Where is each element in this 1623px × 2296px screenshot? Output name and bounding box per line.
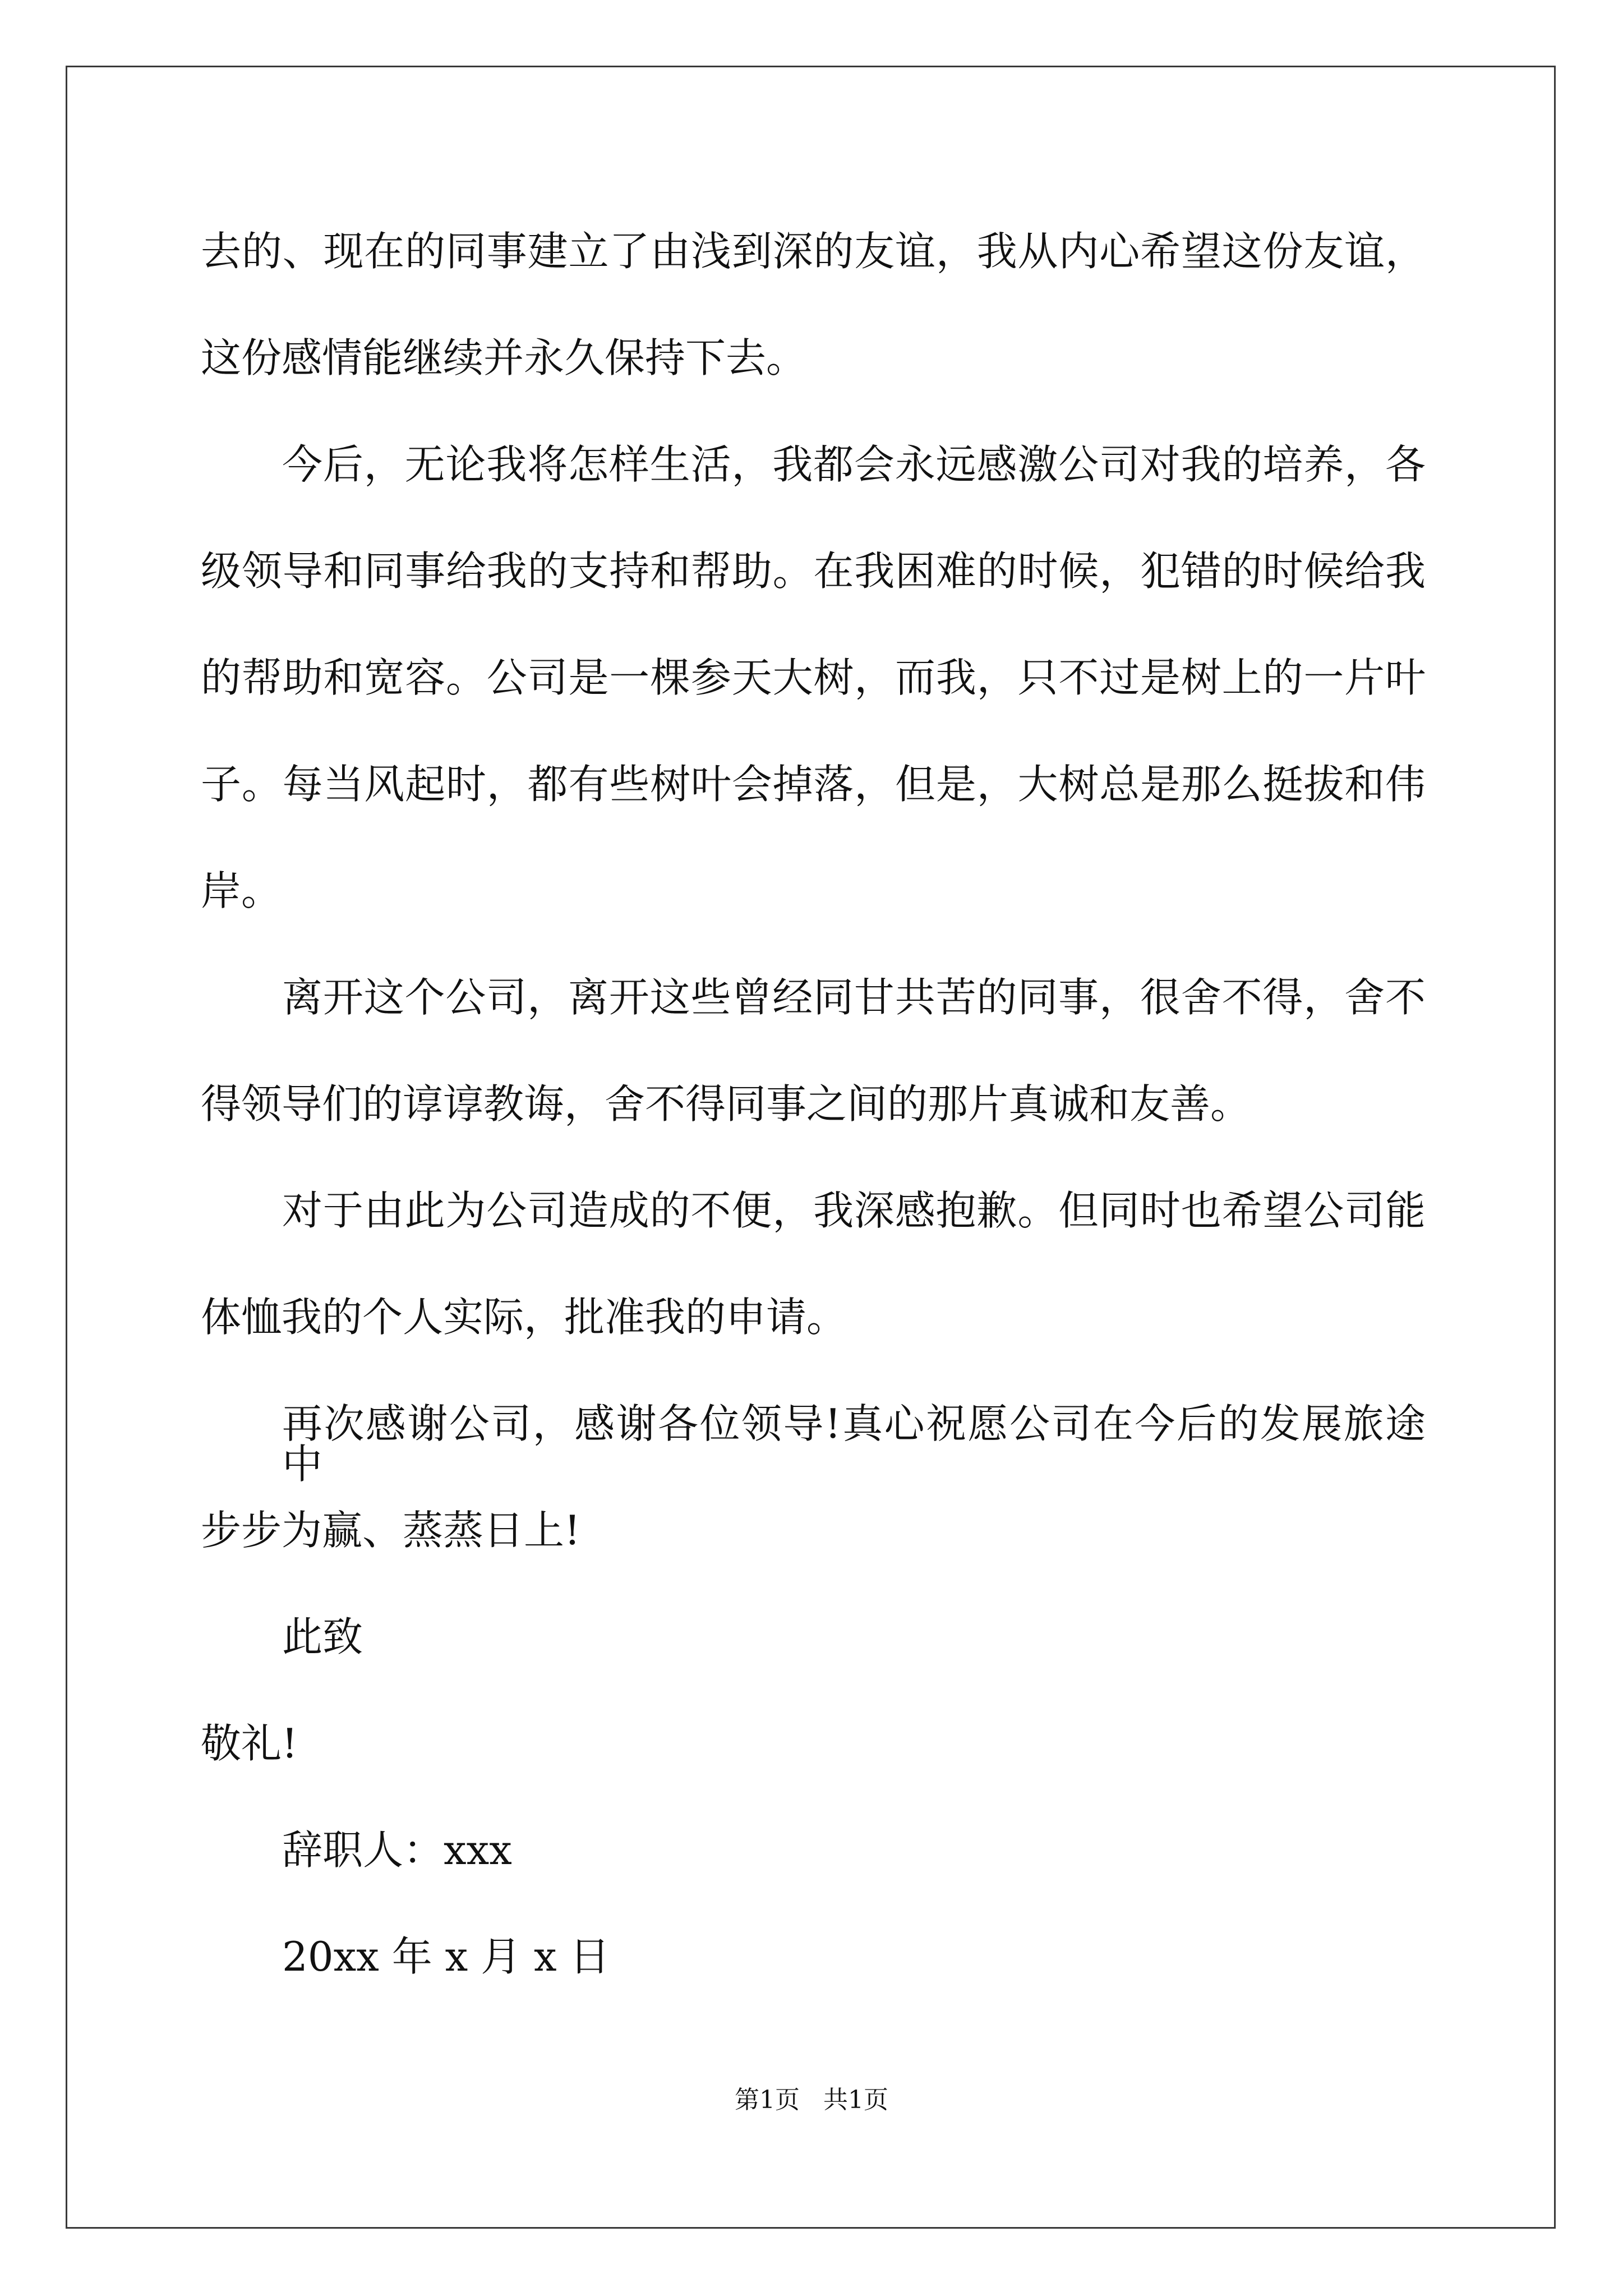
text-line-7: 岸。 [201, 867, 282, 914]
closing-regards: 敬礼! [201, 1720, 298, 1767]
page-border [66, 66, 1556, 2229]
text-line-13: 步步为赢、蒸蒸日上! [201, 1507, 580, 1554]
closing-salutation: 此致 [282, 1613, 363, 1660]
text-line-11: 体恤我的个人实际，批准我的申请。 [201, 1294, 847, 1341]
text-line-1: 去的、现在的同事建立了由浅到深的友谊，我从内心希望这份友谊， [201, 228, 1426, 275]
text-line-2: 这份感情能继续并永久保持下去。 [201, 334, 807, 381]
text-line-10: 对于由此为公司造成的不便，我深感抱歉。但同时也希望公司能 [282, 1187, 1426, 1234]
text-line-8: 离开这个公司，离开这些曾经同甘共苦的同事，很舍不得，舍不 [282, 974, 1426, 1021]
text-line-5: 的帮助和宽容。公司是一棵参天大树，而我，只不过是树上的一片叶 [201, 654, 1426, 701]
text-line-12: 再次感谢公司，感谢各位领导!真心祝愿公司在今后的发展旅途中 [282, 1400, 1426, 1488]
page-number-footer: 第1页 共1页 [735, 2086, 888, 2114]
text-line-4: 级领导和同事给我的支持和帮助。在我困难的时候，犯错的时候给我 [201, 547, 1426, 595]
date-line: 20xx 年 x 月 x 日 [282, 1933, 610, 1980]
text-line-3: 今后，无论我将怎样生活，我都会永远感激公司对我的培养，各 [282, 441, 1426, 488]
text-line-9: 得领导们的谆谆教诲，舍不得同事之间的那片真诚和友善。 [201, 1080, 1251, 1128]
signature-line: 辞职人：xxx [282, 1826, 512, 1874]
text-line-6: 子。每当风起时，都有些树叶会掉落，但是，大树总是那么挺拔和伟 [201, 761, 1426, 808]
